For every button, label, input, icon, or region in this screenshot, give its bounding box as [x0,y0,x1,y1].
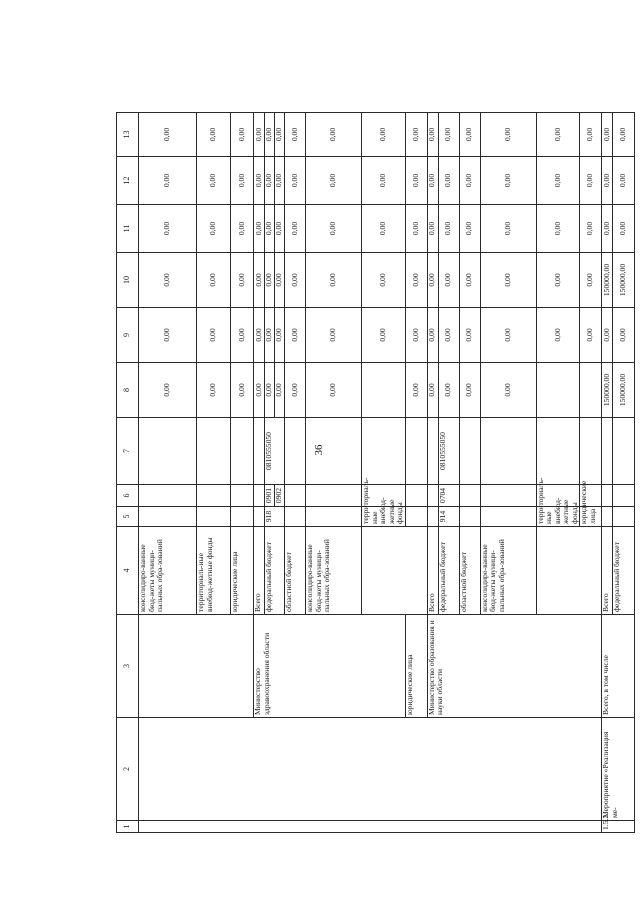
value-cell: 0,00 [265,363,275,418]
source-cell: федеральный бюджет [265,527,285,615]
value-cell: 0,00 [613,205,635,253]
code-cell: 918 [265,507,285,527]
value-cell: 0,00 [285,205,306,253]
header-cell: 13 [117,113,139,157]
source-cell: консолидиро-ванные бюд-жеты муници-пальных обра-зований [139,527,197,615]
source-cell: юридические лица [231,527,254,615]
code-cell: 0901 [265,485,275,507]
value-cell: 0,00 [275,157,285,205]
value-cell: 0,00 [275,113,285,157]
value-cell: 0,00 [580,205,602,253]
value-cell: 0,00 [265,157,275,205]
value-cell: 0,00 [362,253,406,308]
value-cell: 0,00 [285,308,306,363]
table-row [602,113,613,833]
source-cell: Всего [427,527,438,615]
value-cell: 0,00 [480,308,536,363]
code-cell: 0902 [275,485,285,507]
value-cell: 0,00 [613,308,635,363]
value-cell: 0,00 [580,113,602,157]
value-cell: 0,00 [231,363,254,418]
value-cell: 0,00 [254,253,265,308]
value-cell: 0,00 [536,157,580,205]
value-cell: 0,00 [602,205,613,253]
value-cell: 150000,00 [613,363,635,418]
item-title: Мероприятие «Реализация ме- [602,718,635,821]
value-cell: 0,00 [427,308,438,363]
value-cell: 0,00 [613,157,635,205]
value-cell: 0,00 [231,253,254,308]
header-cell: 8 [117,363,139,418]
header-cell: 1 [117,821,139,833]
source-cell: территориаль-ные внебюд-жетные фонды [536,507,580,527]
value-cell: 0,00 [254,363,265,418]
value-cell: 0,00 [536,308,580,363]
value-cell: 0,00 [306,157,362,205]
value-cell: 0,00 [254,113,265,157]
value-cell: 0,00 [438,308,459,363]
value-cell: 0,00 [536,205,580,253]
value-cell: 0,00 [275,363,285,418]
value-cell: 0,00 [285,113,306,157]
value-cell: 0,00 [405,205,427,253]
source-cell: консолидиро-ванные бюд-жеты муници-пальных обра-зований [306,527,362,615]
page-number: 36 [313,444,325,456]
header-cell: 9 [117,308,139,363]
value-cell: 0,00 [602,157,613,205]
value-cell: 0,00 [438,157,459,205]
value-cell: 0,00 [231,157,254,205]
value-cell: 0,00 [231,113,254,157]
value-cell: 0,00 [197,113,231,157]
value-cell: 0,00 [459,308,480,363]
value-cell: 0,00 [139,363,197,418]
header-cell: 2 [117,718,139,821]
value-cell: 0,00 [139,113,197,157]
value-cell: 0,00 [139,253,197,308]
value-cell: 0,00 [254,308,265,363]
value-cell: 0,00 [602,113,613,157]
value-cell: 0,00 [265,113,275,157]
header-cell: 7 [117,418,139,485]
value-cell: 0,00 [285,253,306,308]
value-cell: 0,00 [197,205,231,253]
source-cell: консолидиро-ванные бюд-жеты муници-пальных обра-зований [480,527,536,615]
value-cell: 0,00 [285,363,306,418]
source-cell: федеральный бюджет [613,527,635,615]
rotated-table-wrapper [116,113,628,833]
value-cell: 0,00 [285,157,306,205]
value-cell: 0,00 [427,157,438,205]
header-cell: 4 [117,527,139,615]
value-cell: 0,00 [306,205,362,253]
header-cell: 3 [117,615,139,718]
ministry-health-cell: Министерство здравоохранения области [254,615,406,718]
value-cell: 0,00 [362,205,406,253]
value-cell: 0,00 [275,308,285,363]
source-cell: юридические лица [405,615,427,718]
value-cell: 0,00 [265,308,275,363]
value-cell: 0,00 [405,308,427,363]
total-incl-cell: Всего, в том числе [602,615,635,718]
value-cell: 0,00 [427,205,438,253]
value-cell: 0,00 [139,205,197,253]
value-cell: 0,00 [197,308,231,363]
value-cell: 0,00 [362,113,406,157]
value-cell: 0,00 [480,363,536,418]
value-cell: 0,00 [197,157,231,205]
value-cell: 0,00 [480,205,536,253]
value-cell: 0,00 [427,253,438,308]
value-cell: 0,00 [480,157,536,205]
value-cell: 0,00 [306,363,362,418]
source-cell: Всего [254,527,265,615]
value-cell: 0,00 [254,205,265,253]
value-cell: 0,00 [254,157,265,205]
value-cell: 0,00 [306,253,362,308]
source-cell: Всего [602,527,613,615]
header-cell: 6 [117,485,139,507]
value-cell: 0,00 [459,205,480,253]
value-cell: 0,00 [405,157,427,205]
cell-col3 [139,615,254,718]
value-cell: 0,00 [580,308,602,363]
value-cell: 0,00 [362,308,406,363]
value-cell: 0,00 [405,113,427,157]
budget-table [116,112,635,833]
value-cell: 0,00 [427,363,438,418]
value-cell: 0,00 [306,308,362,363]
value-cell: 0,00 [139,308,197,363]
value-cell: 0,00 [265,205,275,253]
item-number: 1.5.2. [602,821,635,833]
cell-col2 [139,718,602,821]
value-cell: 0,00 [231,205,254,253]
value-cell: 0,00 [580,253,602,308]
value-cell: 0,00 [480,113,536,157]
value-cell: 0,00 [536,253,580,308]
code-cell: 0810555050 [438,418,459,485]
value-cell: 0,00 [139,157,197,205]
source-cell: областной бюджет [459,527,480,615]
value-cell: 0,00 [265,253,275,308]
value-cell: 0,00 [438,253,459,308]
value-cell: 0,00 [362,157,406,205]
header-cell: 11 [117,205,139,253]
value-cell: 0,00 [438,363,459,418]
value-cell: 0,00 [613,113,635,157]
value-cell: 0,00 [275,205,285,253]
header-cell: 12 [117,157,139,205]
value-cell: 0,00 [459,113,480,157]
header-cell: 10 [117,253,139,308]
ministry-education-cell: Министерство образования и науки области [427,615,602,718]
value-cell: 0,00 [197,363,231,418]
header-cell: 5 [117,507,139,527]
value-cell: 0,00 [405,253,427,308]
code-cell: 914 [438,507,459,527]
value-cell: 0,00 [405,363,427,418]
header-row [117,113,139,833]
source-cell: территориаль-ные внебюд-жетные фонды [197,527,231,615]
value-cell: 0,00 [480,253,536,308]
value-cell: 150000,00 [602,253,613,308]
cell-col1 [139,821,602,833]
value-cell: 0,00 [275,253,285,308]
source-cell: территориаль-ные внебюд-жетные фонды [362,507,406,527]
value-cell: 0,00 [602,308,613,363]
value-cell: 0,00 [580,157,602,205]
value-cell: 0,00 [438,205,459,253]
source-cell: юридические лица [580,507,602,527]
value-cell: 0,00 [459,363,480,418]
source-cell: областной бюджет [285,527,306,615]
source-cell: федеральный бюджет [438,527,459,615]
value-cell: 0,00 [197,253,231,308]
value-cell: 0,00 [231,308,254,363]
value-cell: 150000,00 [602,363,613,418]
value-cell: 0,00 [306,113,362,157]
value-cell: 0,00 [536,113,580,157]
code-cell: 0810555050 [265,418,285,485]
value-cell: 0,00 [459,157,480,205]
value-cell: 0,00 [427,113,438,157]
value-cell: 150000,00 [613,253,635,308]
code-cell: 0704 [438,485,459,507]
value-cell: 0,00 [438,113,459,157]
table-row [139,113,197,833]
value-cell: 0,00 [459,253,480,308]
